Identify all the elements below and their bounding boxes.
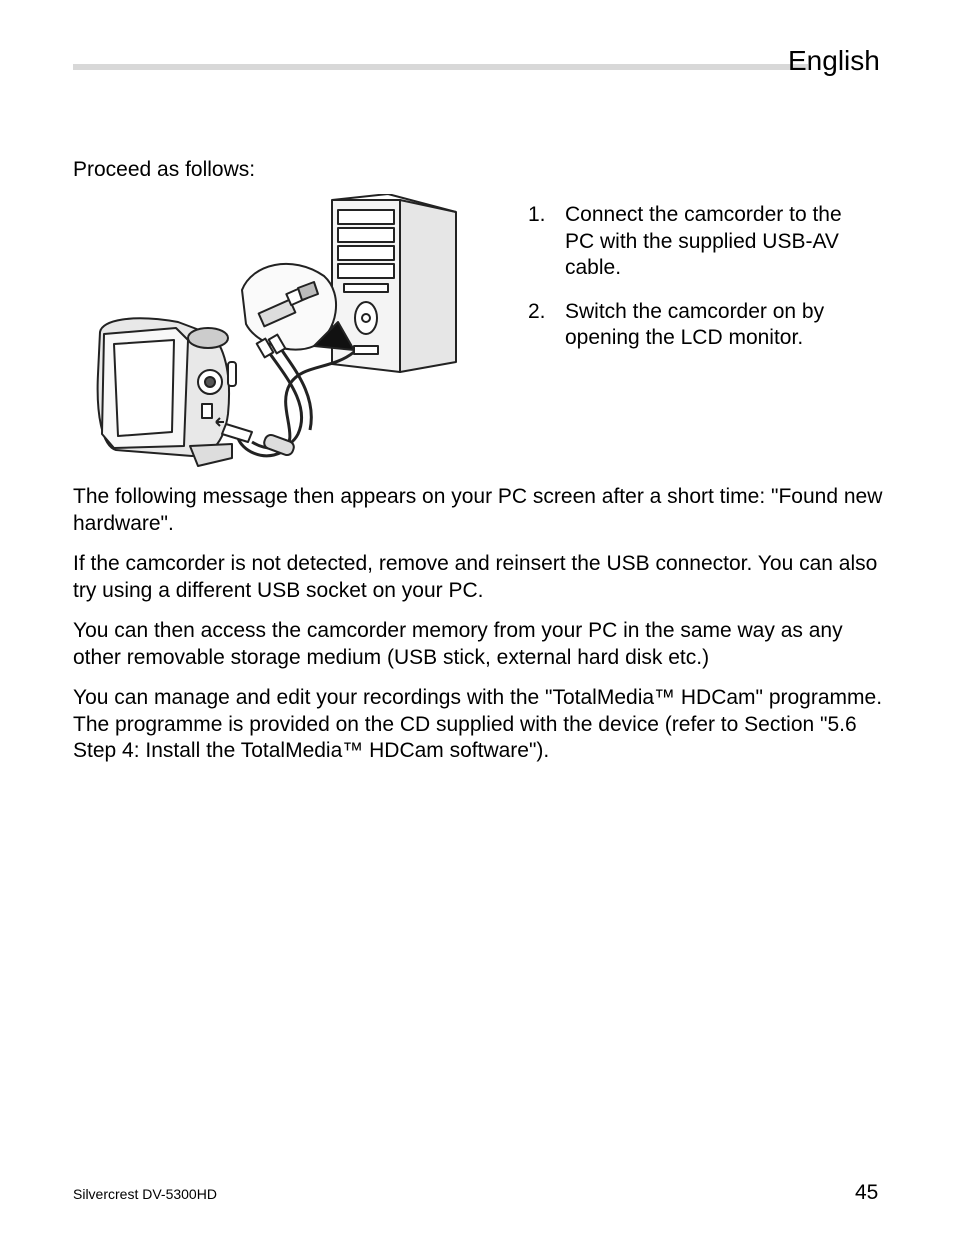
header-rule <box>73 64 808 70</box>
paragraph: You can manage and edit your recordings with the "TotalMedia™ HDCam" programme. The programme is provided on the CD supplied with the device (refer to Section "5.6 Step 4: Install the TotalMedia™ HDCam software"). <box>73 686 883 762</box>
language-label: English <box>788 45 880 76</box>
step-item <box>528 202 858 282</box>
step-number: 1. <box>528 203 546 226</box>
step-text: Connect the camcorder to the PC with the supplied USB-AV cable. <box>565 203 842 279</box>
step-item <box>528 299 858 352</box>
pc-tower-side <box>400 200 456 372</box>
step-number: 2. <box>528 299 546 323</box>
illustration-svg <box>92 194 458 476</box>
footer-model-name: Silvercrest DV-5300HD <box>73 1186 217 1202</box>
step-text: Switch the camcorder on by opening the LCD monitor. <box>565 299 825 349</box>
body-paragraphs <box>73 484 885 779</box>
camcorder-usb-to-pc-illustration <box>92 194 458 476</box>
camcorder-lens-icon <box>188 328 228 348</box>
paragraph: You can then access the camcorder memory from your PC in the same way as any other removable storage medium (USB stick, external hard disk etc.) <box>73 619 843 669</box>
intro-text: Proceed as follows: <box>73 158 256 181</box>
paragraph: If the camcorder is not detected, remove and reinsert the USB connector. You can also try using a different USB socket on your PC. <box>73 552 878 602</box>
usb-av-cable <box>238 352 354 456</box>
page-number: 45 <box>855 1181 879 1204</box>
steps-list <box>528 202 858 369</box>
power-button-icon <box>355 302 377 334</box>
paragraph: The following message then appears on your PC screen after a short time: "Found new hardware". <box>73 485 883 535</box>
